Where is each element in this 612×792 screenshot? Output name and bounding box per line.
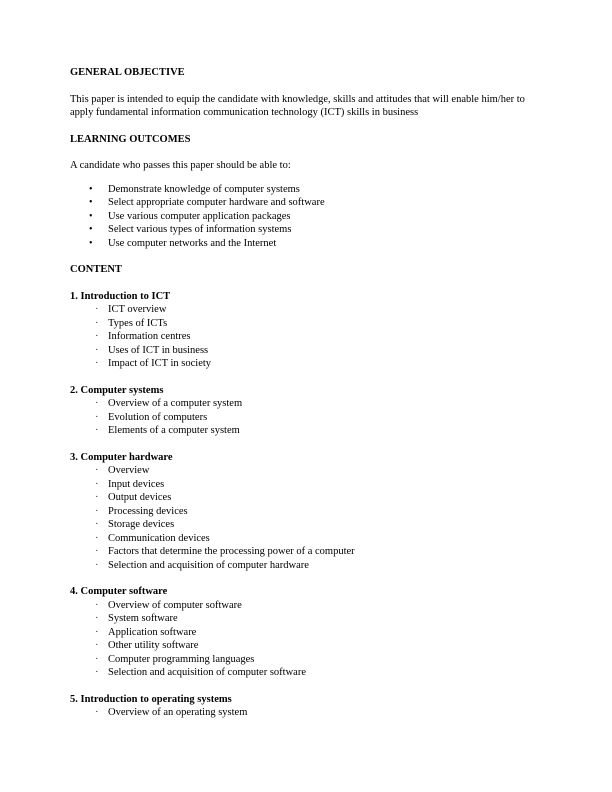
dash-bullet-icon: · <box>95 358 99 369</box>
section-items-list <box>70 599 544 680</box>
list-item-label: Factors that determine the processing power of a computer <box>108 546 355 557</box>
list-item-label: Use computer networks and the Internet <box>108 237 277 249</box>
general-objective-text: This paper is intended to equip the candidate with knowledge, skills and attitudes that will enable him/her to apply fundamental information communication technology (ICT) skills in business <box>70 93 525 118</box>
section-title: 5. Introduction to operating systems <box>70 693 232 705</box>
list-item-label: Uses of ICT in business <box>108 344 209 356</box>
list-item <box>70 706 544 720</box>
list-item <box>70 210 544 224</box>
list-item-label: Processing devices <box>108 505 188 517</box>
section-items-list <box>70 397 544 438</box>
list-item <box>70 183 544 197</box>
list-item <box>70 626 544 640</box>
list-item-label: System software <box>108 613 178 624</box>
bullet-icon: • <box>89 224 93 235</box>
section-items-list <box>70 464 544 572</box>
list-item <box>70 411 544 425</box>
section-items-list <box>70 706 544 720</box>
list-item-label: Overview of computer software <box>108 599 242 611</box>
content-section <box>70 585 544 680</box>
list-item-label: Demonstrate knowledge of computer systems <box>108 183 300 195</box>
list-item <box>70 518 544 532</box>
list-item <box>70 478 544 492</box>
list-item <box>70 357 544 371</box>
list-item-label: Impact of ICT in society <box>108 358 212 369</box>
list-item-label: Selection and acquisition of computer hardware <box>108 559 309 571</box>
list-item-label: Use various computer application packages <box>108 210 291 222</box>
list-item <box>70 639 544 653</box>
dash-bullet-icon: · <box>95 465 99 476</box>
list-item-label: Overview of an operating system <box>108 707 248 718</box>
list-item-label: Types of ICTs <box>108 317 168 329</box>
section-title: 3. Computer hardware <box>70 451 173 463</box>
dash-bullet-icon: · <box>95 344 99 356</box>
list-item-label: Overview of a computer system <box>108 398 243 409</box>
dash-bullet-icon: · <box>95 304 99 315</box>
section-title: 2. Computer systems <box>70 384 164 396</box>
dash-bullet-icon: · <box>95 667 99 678</box>
dash-bullet-icon: · <box>95 707 99 718</box>
dash-bullet-icon: · <box>95 653 99 665</box>
dash-bullet-icon: · <box>95 478 99 490</box>
dash-bullet-icon: · <box>95 640 99 651</box>
list-item <box>70 196 544 210</box>
bullet-icon: • <box>89 210 93 222</box>
list-item-label: Communication devices <box>108 532 210 544</box>
list-item-label: ICT overview <box>108 304 167 315</box>
bullet-icon: • <box>89 237 93 249</box>
bullet-icon: • <box>89 197 93 208</box>
learning-outcomes-list <box>70 183 544 251</box>
list-item-label: Input devices <box>108 478 165 490</box>
list-item <box>70 397 544 411</box>
dash-bullet-icon: · <box>95 532 99 544</box>
list-item-label: Evolution of computers <box>108 411 208 423</box>
list-item <box>70 612 544 626</box>
list-item <box>70 666 544 680</box>
list-item <box>70 424 544 438</box>
list-item-label: Selection and acquisition of computer software <box>108 667 306 678</box>
list-item <box>70 505 544 519</box>
dash-bullet-icon: · <box>95 398 99 409</box>
section-title: 1. Introduction to ICT <box>70 290 171 302</box>
dash-bullet-icon: · <box>95 411 99 423</box>
list-item <box>70 330 544 344</box>
content-sections <box>70 290 544 720</box>
list-item-label: Output devices <box>108 492 172 503</box>
learning-outcomes-heading: LEARNING OUTCOMES <box>70 133 191 145</box>
section-title: 4. Computer software <box>70 586 168 597</box>
dash-bullet-icon: · <box>95 613 99 624</box>
content-section <box>70 290 544 371</box>
content-section <box>70 384 544 438</box>
section-items-list <box>70 303 544 371</box>
general-objective-heading: GENERAL OBJECTIVE <box>70 67 185 78</box>
list-item <box>70 223 544 237</box>
content-section <box>70 693 544 720</box>
dash-bullet-icon: · <box>95 425 99 436</box>
dash-bullet-icon: · <box>95 492 99 503</box>
list-item <box>70 599 544 613</box>
learning-outcomes-intro: A candidate who passes this paper should be able to: <box>70 160 291 171</box>
dash-bullet-icon: · <box>95 505 99 517</box>
list-item-label: Information centres <box>108 331 191 342</box>
list-item <box>70 559 544 573</box>
list-item <box>70 317 544 331</box>
dash-bullet-icon: · <box>95 331 99 342</box>
list-item <box>70 491 544 505</box>
list-item-label: Select appropriate computer hardware and software <box>108 197 325 208</box>
list-item <box>70 532 544 546</box>
dash-bullet-icon: · <box>95 559 99 571</box>
list-item <box>70 464 544 478</box>
list-item <box>70 545 544 559</box>
list-item-label: Overview <box>108 465 150 476</box>
list-item-label: Elements of a computer system <box>108 425 240 436</box>
list-item <box>70 303 544 317</box>
dash-bullet-icon: · <box>95 519 99 530</box>
dash-bullet-icon: · <box>95 626 99 638</box>
dash-bullet-icon: · <box>95 599 99 611</box>
content-heading: CONTENT <box>70 264 122 275</box>
list-item-label: Computer programming languages <box>108 653 255 665</box>
list-item <box>70 237 544 251</box>
dash-bullet-icon: · <box>95 317 99 329</box>
list-item-label: Application software <box>108 626 197 638</box>
list-item-label: Select various types of information systems <box>108 224 292 235</box>
list-item-label: Other utility software <box>108 640 199 651</box>
bullet-icon: • <box>89 183 93 195</box>
list-item-label: Storage devices <box>108 519 175 530</box>
dash-bullet-icon: · <box>95 546 99 557</box>
list-item <box>70 344 544 358</box>
list-item <box>70 653 544 667</box>
content-section <box>70 451 544 573</box>
